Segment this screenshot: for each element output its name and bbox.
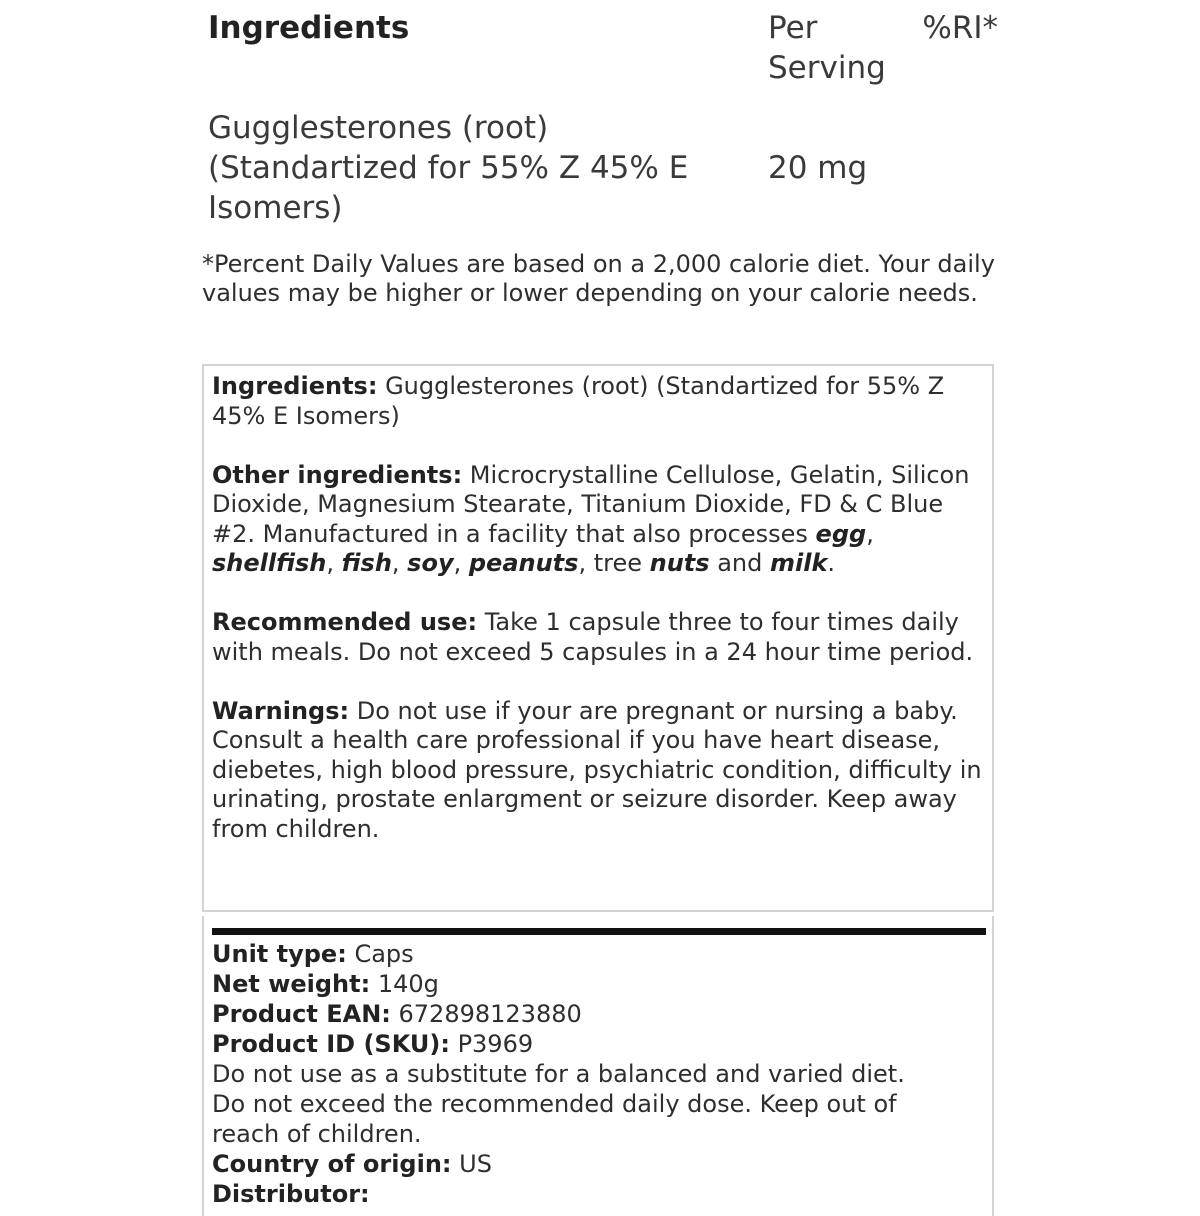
allergen-shellfish: shellfish (212, 549, 327, 577)
net-weight-value: 140g (370, 970, 439, 998)
warnings-paragraph (212, 697, 984, 845)
unit-type-value: Caps (346, 940, 414, 968)
allergen-egg: egg (815, 519, 867, 548)
other-ingredients-paragraph (212, 461, 984, 579)
ingredients-label: Ingredients: (212, 372, 378, 400)
product-info-box (202, 916, 994, 1216)
section-divider (212, 928, 986, 935)
product-label-page (202, 0, 998, 1208)
allergen-fish: fish (341, 549, 392, 577)
separator: , (391, 549, 408, 577)
ingredients-paragraph (212, 372, 984, 431)
recommended-use-paragraph (212, 608, 984, 667)
facts-header-row (208, 8, 998, 88)
sku-line (212, 1029, 984, 1059)
per-serving-column-header: Per Serving (768, 10, 886, 86)
ean-line (212, 999, 984, 1029)
ingredient-name: Gugglesterones (root) (Standartized for 55% Z 45% E Isomers) (208, 110, 689, 226)
ean-value: 672898123880 (390, 1000, 582, 1028)
separator: and (709, 549, 770, 577)
ri-column-header: %RI* (922, 10, 998, 46)
disclaimer-line-3: reach of children. (212, 1120, 422, 1148)
distributor-line (212, 1179, 984, 1209)
allergen-nuts: nuts (649, 549, 710, 577)
allergen-soy: soy (407, 549, 454, 577)
warnings-label: Warnings: (212, 696, 350, 725)
separator: , tree (578, 549, 650, 577)
allergen-milk: milk (769, 549, 828, 577)
country-value: US (451, 1150, 492, 1178)
distributor-label: Distributor: (212, 1180, 370, 1208)
separator: , (866, 519, 874, 548)
country-line (212, 1149, 984, 1179)
disclaimer-line-2: Do not exceed the recommended daily dose. Keep out of (212, 1090, 897, 1118)
supplement-facts-table (208, 8, 998, 228)
daily-values-footnote: *Percent Daily Values are based on a 2,000 calorie diet. Your daily values may be higher or lower depending on your calorie needs. (202, 250, 995, 307)
ean-label: Product EAN: (212, 1000, 391, 1028)
product-description-box (202, 364, 994, 912)
allergen-peanuts: peanuts (468, 549, 579, 577)
disclaimer-line-1: Do not use as a substitute for a balanced and varied diet. (212, 1060, 905, 1088)
facts-ingredient-row (208, 108, 998, 228)
other-ingredients-text: Microcrystalline Cellulose, Gelatin, Silicon Dioxide, Magnesium Stearate, Titanium Dioxide, FD & C Blue #2. Manufactured in a facility that also processes (212, 460, 970, 548)
separator: , (453, 549, 469, 577)
separator: , (326, 549, 342, 577)
recommended-use-text: Take 1 capsule three to four times daily with meals. Do not exceed 5 capsules in a 24 hour time period. (212, 608, 974, 666)
unit-type-line (212, 939, 984, 969)
warnings-text: Do not use if your are pregnant or nursing a baby. Consult a health care professional if you have heart disease, diebetes, high blood pressure, psychiatric condition, difficulty in urinating, prostate enlargment or seizure disorder. Keep away from children. (212, 696, 982, 843)
recommended-use-label: Recommended use: (212, 608, 478, 636)
ingredients-column-header: Ingredients (208, 10, 410, 46)
country-label: Country of origin: (212, 1150, 452, 1178)
sku-label: Product ID (SKU): (212, 1030, 450, 1058)
ingredients-text: Gugglesterones (root) (Standartized for 55% Z 45% E Isomers) (212, 372, 945, 430)
sentence-end: . (827, 549, 836, 577)
ingredient-amount: 20 mg (768, 150, 868, 186)
net-weight-label: Net weight: (212, 970, 371, 998)
unit-type-label: Unit type: (212, 940, 347, 968)
other-ingredients-label: Other ingredients: (212, 460, 463, 489)
net-weight-line (212, 969, 984, 999)
sku-value: P3969 (449, 1030, 534, 1058)
